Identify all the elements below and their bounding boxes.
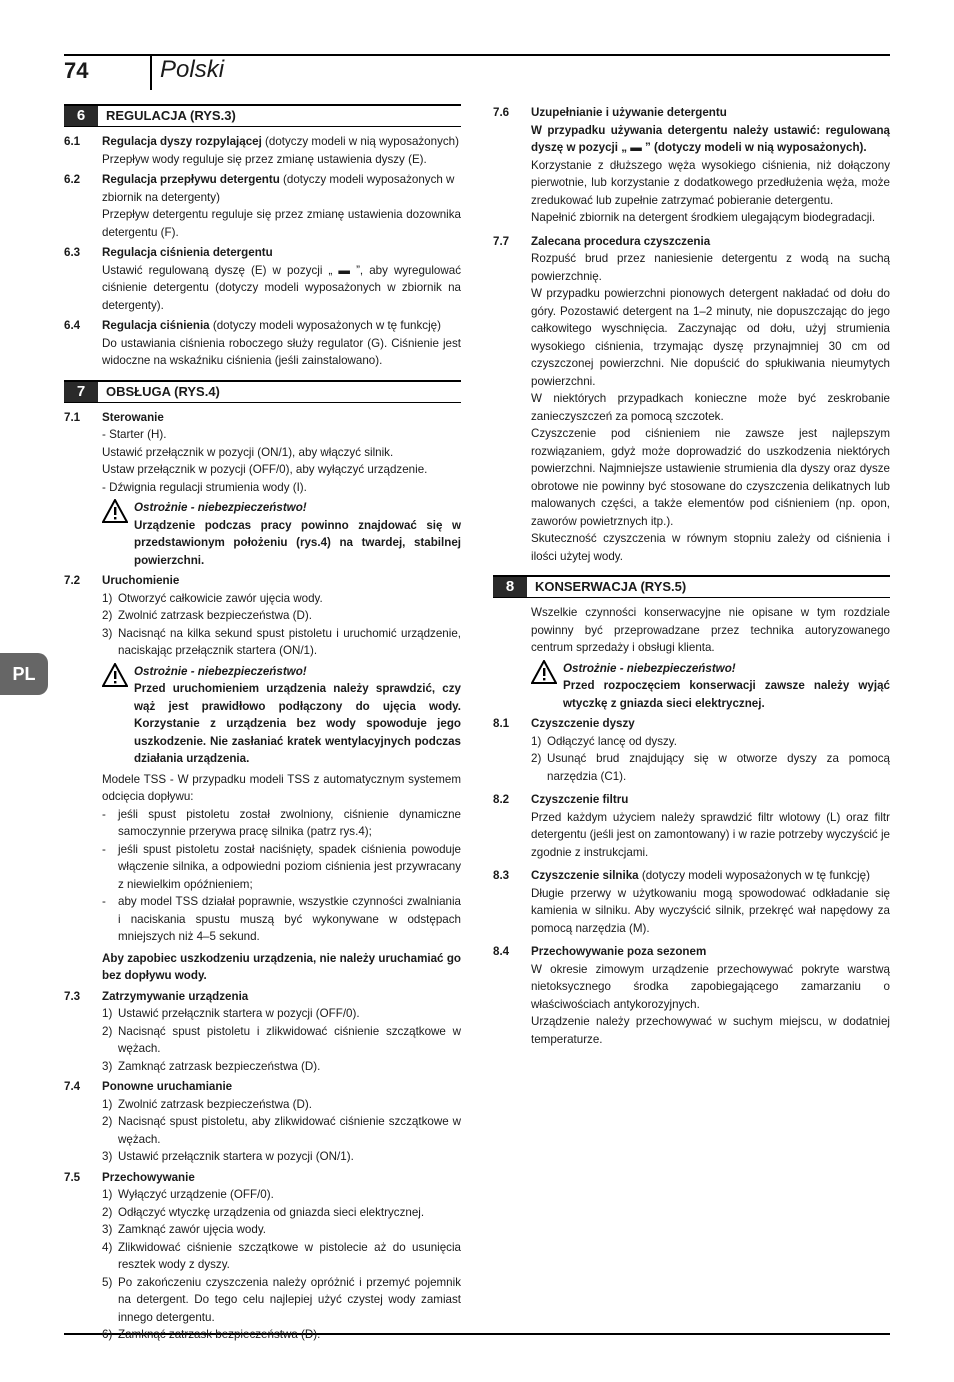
subsection-7-5	[64, 1169, 461, 1187]
subsection-7-6	[493, 104, 890, 122]
paragraph: Skuteczność czyszczenia w równym stopniu zależy od ciśnienia i ilości użytej wody.	[531, 532, 890, 563]
paragraph: Urządzenie należy przechowywać w suchym miejscu, w dodatniej temperaturze.	[531, 1015, 890, 1046]
subsection-number: 8.2	[493, 793, 510, 806]
paragraph: Czyszczenie pod ciśnieniem nie zawsze jest najlepszym rozwiązaniem, gdyż może doprowadzić do uszkodzenia niektórych powierzchni. Najmniejsze ustawienie strumienia dla dyszy oraz dysze obrotowe nie powinny być stosowane do czyszczenia delikatnych lub malowanych części, a także elementów pod ciśnieniem (np. opon, zaworów powietrznych itp.).	[531, 427, 890, 528]
subsection-number: 7.5	[64, 1170, 81, 1184]
subsection-7-7	[493, 233, 890, 251]
subsection-number: 6.1	[64, 135, 81, 148]
paragraph: Ustaw przełącznik w pozycji (OFF/0), aby wyłączyć urządzenie.	[102, 463, 428, 476]
subsection-number: 6.3	[64, 246, 81, 259]
paragraph: W przypadku powierzchni pionowych detergent nakładać od dołu do góry. Pozostawić detergent na 1–2 minuty, nie dopuszczając do jego całkowitego wyschnięcia. Zaczynając od dołu, użyj strumienia wysokiego ciśnienia, trzymając dyszę przynajmniej 30 cm od czyszczonej powierzchni. Nie dopuścić do spłukiwania nieumytych powierzchni.	[531, 287, 890, 388]
paragraph: Długie przerwy w użytkowaniu mogą spowodować odkładanie się kamienia w silniku. Aby wyczyścić silnik, przekręć wał napędowy za pomocą narzędzia (M).	[531, 886, 890, 935]
subsection-number: 6.2	[64, 173, 81, 186]
heading-bold: Regulacja dyszy rozpylającej	[102, 135, 262, 148]
subsection-heading	[531, 867, 870, 885]
paragraph: Ustawić przełącznik w pozycji (ON/1), aby włączyć silnik.	[102, 445, 394, 459]
section-8-header	[493, 575, 890, 598]
subsection-heading	[102, 317, 441, 335]
list-item: 3) Nacisnąć na kilka sekund spust pistoletu i uruchomić urządzenie, naciskając przełącznik startera (ON/1).	[102, 626, 461, 657]
page-number: 74	[64, 58, 89, 83]
paragraph: Napełnić zbiornik na detergent środkiem ulegającym biodegradacji.	[531, 211, 876, 224]
language-tab: PL	[0, 653, 48, 695]
subsection-number: 8.1	[493, 717, 510, 730]
paragraph: Przed każdym użyciem należy sprawdzić filtr wlotowy (L) oraz filtr detergentu (jeśli jest on zamontowany) i w razie potrzeby wyczyścić je zgodnie z instrukcjami.	[531, 810, 890, 859]
subsection-heading: Regulacja ciśnienia detergentu	[102, 246, 273, 259]
paragraph: Modele TSS - W przypadku modeli TSS z automatycznym systemem odcięcia dopływu:	[102, 772, 461, 803]
warning-triangle-icon	[102, 663, 134, 768]
subsection-number: 7.2	[64, 574, 81, 587]
subsection-heading	[102, 133, 459, 151]
section-7-header	[64, 380, 461, 403]
paragraph: Wszelkie czynności konserwacyjne nie opisane w tym rozdziale powinny być przeprowadzane przez technika autoryzowanego centrum sprzedaży i obsługi klienta.	[531, 606, 890, 654]
paragraph: Do ustawiania ciśnienia roboczego służy regulator (G). Ciśnienie jest widoczne na wskaźniku ciśnienia (jeśli zainstalowano).	[102, 336, 461, 367]
subsection-heading: Czyszczenie dyszy	[531, 717, 635, 730]
warning-box	[102, 499, 461, 569]
paragraph: - Dźwignia regulacji strumienia wody (I).	[102, 480, 307, 494]
language-title: Polski	[160, 56, 225, 83]
list-item: - jeśli spust pistoletu został zwolniony, ciśnienie dynamiczne samoczynnie przerywa pracę silnika (patrz rys.4);	[102, 807, 461, 838]
warning-triangle-icon	[102, 499, 134, 569]
warning-text: Urządzenie podczas pracy powinno znajdować się w przedstawionym położeniu (rys.4) na twardej, stabilnej powierzchni.	[134, 518, 461, 567]
list-item: - aby model TSS działał poprawnie, wszystkie czynności zwalniania i naciskania spustu muszą być wykonywane w odstępach mniejszych niż 4–5 sekund.	[102, 895, 461, 943]
warning-text: Przed rozpoczęciem konserwacji zawsze należy wyjąć wtyczkę z gniazda sieci elektrycznej.	[563, 679, 890, 710]
warning-title: Ostrożnie - niebezpieczeństwo!	[563, 661, 736, 675]
paragraph: W niektórych przypadkach konieczne może być zeskrobanie zanieczyszczeń za pomocą szczotek.	[531, 392, 890, 423]
paragraph: W okresie zimowym urządzenie przechowywać pokryte warstwą nietoksycznego środka zapobiegającego zamarzaniu o właściwościach antykorozyjnych.	[531, 962, 890, 1011]
heading-note: (dotyczy modeli w nią wyposażonych)	[261, 135, 459, 148]
list-item: 2) Zwolnić zatrzask bezpieczeństwa (D).	[102, 609, 312, 622]
subsection-8-3	[493, 867, 890, 885]
paragraph-note: Aby zapobiec uszkodzeniu urządzenia, nie należy uruchamiać go bez dopływu wody.	[102, 951, 461, 982]
subsection-heading: Sterowanie	[102, 410, 164, 424]
paragraph: Przepływ detergentu reguluje się przez zmianę ustawienia dozownika detergentu (F).	[102, 208, 461, 239]
paragraph: Ustawić regulowaną dyszę (E) w pozycji „ ▬ ”, aby wyregulować ciśnienie detergentu (dotyczy modeli wyposażonych w zbiornik na detergenty).	[102, 263, 461, 312]
paragraph-note: W przypadku używania detergentu należy ustawić: regulowaną dyszę w pozycji „ ▬ ” (dotyczy modeli w nią wyposażonych).	[531, 123, 890, 154]
subsection-7-2	[64, 572, 461, 590]
heading-bold: Regulacja przepływu detergentu	[102, 173, 280, 186]
list-item: 2) Usunąć brud znajdujący się w otworze dyszy za pomocą narzędzia (C1).	[531, 752, 890, 783]
heading-note: (dotyczy modeli wyposażonych w zbiornik na detergenty)	[102, 173, 455, 204]
list-item: 1) Wyłączyć urządzenie (OFF/0).	[102, 1188, 274, 1201]
heading-note: (dotyczy modeli wyposażonych w tę funkcję)	[638, 869, 870, 882]
list-item: 5) Po zakończeniu czyszczenia należy opróżnić i przemyć pojemnik na detergent. Do tego celu najlepiej użyć czystej wody zamiast innego detergentu.	[102, 1275, 461, 1324]
subsection-number: 7.4	[64, 1080, 81, 1093]
subsection-number: 7.3	[64, 989, 81, 1003]
subsection-6-4	[64, 317, 461, 335]
subsection-heading: Czyszczenie filtru	[531, 793, 629, 806]
list-item: 3) Zamknąć zawór ujęcia wody.	[102, 1223, 266, 1236]
section-number: 8	[493, 577, 527, 597]
subsection-heading: Przechowywanie	[102, 1170, 195, 1184]
list-item: 2) Nacisnąć spust pistoletu, aby zlikwidować ciśnienie szczątkowe w wężach.	[102, 1115, 461, 1146]
warning-text: Przed uruchomieniem urządzenia należy sprawdzić, czy wąż jest prawidłowo podłączony do ujęcia wody. Korzystanie z urządzenia bez wody spowoduje jego uszkodzenie. Nie zasłaniać kratek wentylacyjnych podczas działania urządzenia.	[134, 682, 461, 765]
section-title: REGULACJA (RYS.3)	[106, 108, 236, 123]
warning-title: Ostrożnie - niebezpieczeństwo!	[134, 664, 307, 678]
left-column	[64, 104, 461, 1344]
list-item: - jeśli spust pistoletu został naciśnięty, spadek ciśnienia powoduje włączenie silnika, a odpowiedni poziom ciśnienia jest przywracany z niewielkim opóźnieniem;	[102, 842, 461, 891]
heading-bold: Regulacja ciśnienia	[102, 319, 210, 332]
list-item: 3) Ustawić przełącznik startera w pozycji (ON/1).	[102, 1150, 354, 1163]
warning-title: Ostrożnie - niebezpieczeństwo!	[134, 501, 307, 514]
subsection-heading	[102, 171, 461, 206]
subsection-8-4	[493, 943, 890, 961]
subsection-6-1	[64, 133, 461, 151]
subsection-heading: Przechowywanie poza sezonem	[531, 945, 707, 958]
paragraph: Przepływ wody reguluje się przez zmianę ustawienia dyszy (E).	[102, 152, 427, 166]
subsection-7-4	[64, 1078, 461, 1096]
subsection-7-3	[64, 988, 461, 1006]
right-column	[493, 104, 890, 1048]
subsection-7-1	[64, 409, 461, 427]
paragraph: - Starter (H).	[102, 428, 167, 441]
list-item: 1) Ustawić przełącznik startera w pozycji (OFF/0).	[102, 1007, 360, 1020]
subsection-number: 8.4	[493, 945, 510, 958]
heading-note: (dotyczy modeli wyposażonych w tę funkcję)	[209, 319, 441, 332]
list-item: 3) Zamknąć zatrzask bezpieczeństwa (D).	[102, 1059, 321, 1073]
subsection-number: 7.7	[493, 234, 510, 248]
subsection-8-2	[493, 791, 890, 809]
warning-triangle-icon	[531, 660, 563, 713]
header-divider	[150, 54, 152, 90]
subsection-6-3	[64, 244, 461, 262]
subsection-number: 7.6	[493, 106, 510, 119]
subsection-heading: Zalecana procedura czyszczenia	[531, 234, 711, 248]
section-title: KONSERWACJA (RYS.5)	[535, 579, 687, 594]
section-title: OBSŁUGA (RYS.4)	[106, 383, 220, 399]
subsection-heading: Ponowne uruchamianie	[102, 1080, 233, 1093]
subsection-heading: Uzupełnianie i używanie detergentu	[531, 106, 727, 119]
section-number: 7	[64, 382, 98, 402]
list-item: 6) Zamknąć zatrzask bezpieczeństwa (D).	[102, 1328, 321, 1341]
list-item: 2) Odłączyć wtyczkę urządzenia od gniazda sieci elektrycznej.	[102, 1205, 425, 1219]
subsection-6-2	[64, 171, 461, 206]
subsection-8-1	[493, 715, 890, 733]
section-6-header	[64, 104, 461, 127]
list-item: 2) Nacisnąć spust pistoletu i zlikwidować ciśnienie szczątkowe w wężach.	[102, 1024, 461, 1055]
paragraph: Rozpuść brud przez naniesienie detergentu z wodą na suchą powierzchnię.	[531, 252, 890, 283]
section-number: 6	[64, 106, 98, 126]
warning-box	[102, 663, 461, 768]
heading-bold: Czyszczenie silnika	[531, 869, 639, 882]
warning-box	[531, 660, 890, 713]
subsection-heading: Uruchomienie	[102, 574, 180, 587]
subsection-number: 7.1	[64, 410, 81, 424]
list-item: 1) Otworzyć całkowicie zawór ujęcia wody.	[102, 591, 323, 605]
subsection-heading: Zatrzymywanie urządzenia	[102, 989, 249, 1003]
list-item: 1) Odłączyć lancę od dyszy.	[531, 734, 677, 748]
list-item: 1) Zwolnić zatrzask bezpieczeństwa (D).	[102, 1097, 312, 1111]
paragraph: Korzystanie z dłuższego węża wysokiego ciśnienia, niż dołączony pierwotnie, lub korzystanie z dodatkowego przedłużenia węża, może zredukować lub zupełnie zatrzymać pobieranie detergentu.	[531, 158, 890, 207]
subsection-number: 6.4	[64, 319, 81, 332]
subsection-number: 8.3	[493, 869, 510, 882]
list-item: 4) Zlikwidować ciśnienie szczątkowe w pistolecie aż do usunięcia resztek wody z dyszy.	[102, 1240, 461, 1271]
